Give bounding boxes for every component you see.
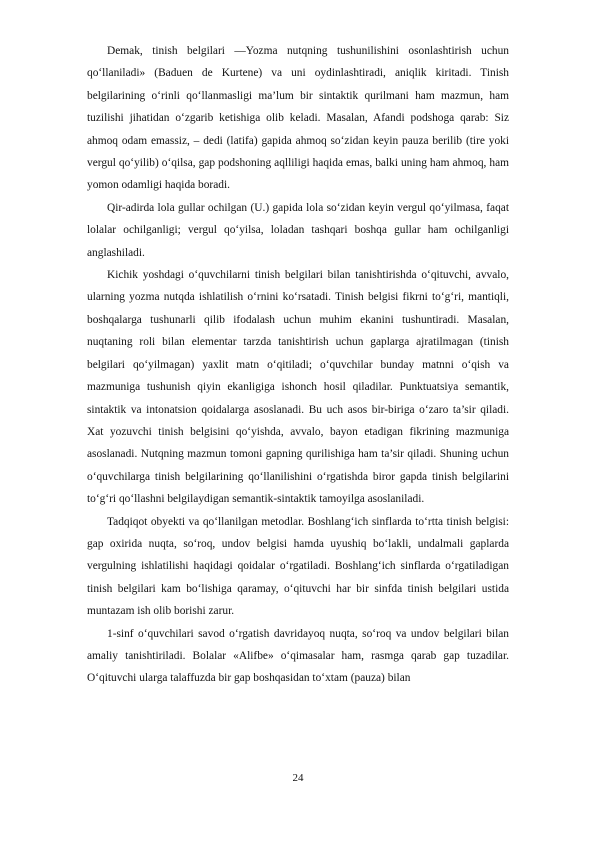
paragraph: Kichik yoshdagi o‘quvchilarni tinish belgilari bilan tanishtirishda o‘qituvchi, avvalo, ularning yozma nutqda ishlatilish o‘rnini ko‘rsatadi. Tinish belgisi fikrni to‘g‘ri, mantiqli, boshqalarga tushunarli qilib ifodalash uchun muhim ekanini tushuntiradi. Masalan, nuqtaning roli bilan elementar tarzda tanishtirish uchun gaplarga ajratilmagan (tinish belgilari qo‘yilmagan) yaxlit matn o‘qitiladi; o‘quvchilar bunday matnni o‘qish va mazmuniga tushunish qiyin ekanligiga ishonch hosil qiladilar. Punktuatsiya semantik, sintaktik va intonatsion qoidalarga asoslanadi. Bu uch asos bir-biriga o‘zaro ta’sir qiladi. Xat yozuvchi tinish belgisini qo‘yishda, avvalo, bayon etadigan fikrining mazmuniga asoslanadi. Nutqning mazmun tomoni gapning qurilishiga ham ta’sir qiladi. Shuning uchun o‘quvchilarga tinish belgilarining qo‘llanilishini o‘rgatishda biror gapda tinish belgilarini to‘g‘ri qo‘llashni belgilaydigan semantik-sintaktik tamoyilga asoslaniladi. (87, 269, 509, 506)
paragraph: Qir-adirda lola gullar ochilgan (U.) gapida lola so‘zidan keyin vergul qo‘yilmasa, faqat lolalar ochilganligi; vergul qo‘yilsa, loladan tashqari boshqa gullar ham ochilganligi anglashiladi. (87, 201, 509, 259)
paragraph: 1-sinf o‘quvchilari savod o‘rgatish davridayoq nuqta, so‘roq va undov belgilari bilan amaliy tanishtiriladi. Bolalar «Alifbe» o‘qimasalar ham, rasmga qarab gap tuzadilar. O‘qituvchi ularga talaffuzda bir gap boshqasidan to‘xtam (pauza) bilan (87, 627, 509, 685)
paragraph: Tadqiqot obyekti va qo‘llanilgan metodlar. Boshlang‘ich sinflarda to‘rtta tinish belgisi: gap oxirida nuqta, so‘roq, undov belgisi hamda uyushiq bo‘lakli, undalmali gaplarda vergulning ishlatilishi haqidagi qoidalar o‘rgatiladi. Boshlang‘ich sinflarda o‘rgatiladigan tinish belgilari kam bo‘lishiga qaramay, o‘qituvchi har bir sinfda tinish belgilari ustida muntazam ish olib borishi zarur. (87, 515, 509, 618)
page-number: 24 (292, 772, 304, 784)
page-body (87, 40, 509, 690)
paragraph: Demak, tinish belgilari ―Yozma nutqning tushunilishini osonlashtirish uchun qo‘llaniladi» (Baduen de Kurtene) va uni oydinlashtiradi, aniqlik kiritadi. Tinish belgilarining o‘rinli qo‘llanmasligi ma’lum bir sintaktik qurilmani ham mazmun, ham tuzilishi jihatidan o‘zgarib ketishiga olib keladi. Masalan, Afandi podshoga qarab: Siz ahmoq odam emassiz, – dedi (latifa) gapida ahmoq so‘zidan keyin pauza berilib (tire yoki vergul qo‘yilib) o‘qilsa, gap podshoning aqlliligi haqida emas, balki uning ham ahmoq, ham yomon odamligi haqida boradi. (87, 45, 509, 192)
